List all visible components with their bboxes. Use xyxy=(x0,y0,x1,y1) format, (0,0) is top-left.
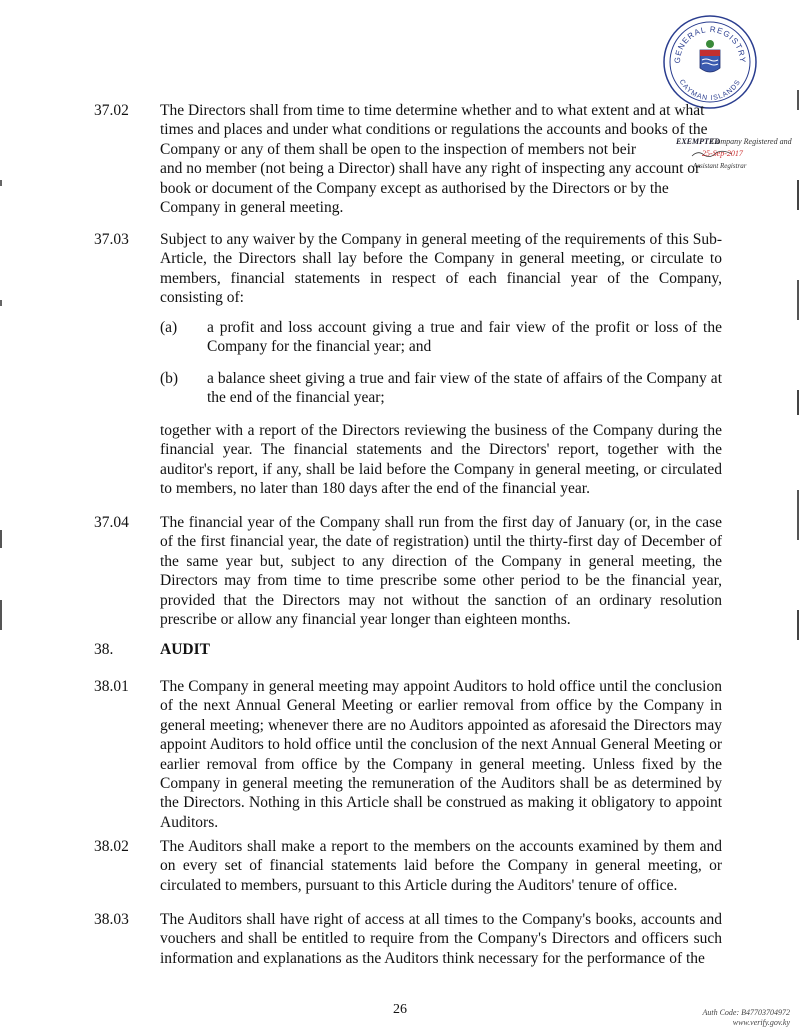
seal-top-text: GENERAL REGISTRY xyxy=(672,24,748,64)
section-37-02-text xyxy=(160,101,720,217)
section-37-03-closing-text: together with a report of the Directors reviewing the business of the Company during the financial year. The financial statements and the Directors' report, together with the auditor's report, if any, shall be laid before the Company in general meeting, or circulated to members, no later than 180 days after the end of the financial year. xyxy=(160,422,722,498)
section-37-04-text: The financial year of the Company shall run from the first day of January (or, in the case of the first financial year, the date of registration) until the thirty-first day of December of the same year but, subject to any direction of the Company in general meeting, the Directors may from time to time prescribe some other period to be the financial year, provided that the Directors may not without the sanction of an ordinary resolution prescribe or allow any financial year longer than eighteen months. xyxy=(160,514,722,629)
section-38-01-text: The Company in general meeting may appoint Auditors to hold office until the conclusion of the next Annual General Meeting or earlier removal from office by the Company in general meeting; whenever there are no Auditors appointed as aforesaid the Directors may appoint Auditors to hold office until the conclusion of the next Annual General Meeting or earlier removal from office by the Company in general meeting. Unless fixed by the Company in general meeting the remuneration of the Auditors shall be as determined by the Directors. Nothing in this Article shall be construed as making it obligatory to appoint Auditors. xyxy=(160,678,722,831)
auth-footer xyxy=(702,1008,790,1028)
general-registry-seal xyxy=(662,14,758,110)
page-number: 26 xyxy=(393,1002,407,1017)
section-number-38-02: 38.02 xyxy=(94,838,129,855)
section-38-03-text: The Auditors shall have right of access at all times to the Company's books, accounts and vouchers and shall be entitled to require from the Company's Directors and officers such information and explanations as the Auditors think necessary for the performance of the xyxy=(160,911,722,967)
item-b-label: (b) xyxy=(160,370,179,387)
item-a-label: (a) xyxy=(160,319,178,336)
scan-edge-marks-right xyxy=(794,90,800,700)
auth-code: Auth Code: B47703704972 xyxy=(702,1008,790,1017)
section-37-02-line: times and places and under what conditions or regulations the accounts and books of the xyxy=(160,121,708,139)
section-37-02-line: The Directors shall from time to time determine whether and to what extent and at what xyxy=(160,102,705,119)
svg-text:CAYMAN ISLANDS xyxy=(678,79,743,102)
stamp-registrar-label: Assistant Registrar xyxy=(693,162,747,170)
section-number-37-03: 37.03 xyxy=(94,231,129,248)
seal-bottom-text: CAYMAN ISLANDS xyxy=(677,78,743,103)
item-b-text: a balance sheet giving a true and fair view of the state of affairs of the Company at the end of the financial year; xyxy=(207,370,722,407)
section-37-02-line: Company in general meeting. xyxy=(160,199,344,217)
section-number-38-01: 38.01 xyxy=(94,678,129,695)
section-number-38-03: 38.03 xyxy=(94,911,129,928)
section-38-02-text: The Auditors shall make a report to the members on the accounts examined by them and on every set of financial statements laid before the Company in general meeting, or circulated to members, pursuant to this Article during the Auditors' tenure of office. xyxy=(160,838,722,894)
section-37-02-line: Company or any of them shall be open to the inspection of members not beir xyxy=(160,140,637,158)
section-38-heading: AUDIT xyxy=(160,641,210,658)
section-37-02-line: and no member (not being a Director) shall have any right of inspecting any account or xyxy=(160,160,701,178)
verify-url: www.verify.gov.ky xyxy=(732,1018,790,1027)
item-a-text: a profit and loss account giving a true and fair view of the profit or loss of the Company for the financial year; and xyxy=(207,319,722,356)
section-number-37-02: 37.02 xyxy=(94,102,129,119)
section-number-38: 38. xyxy=(94,641,114,658)
stamp-registered-text: Company Registered and xyxy=(711,137,792,146)
section-37-02-line: book or document of the Company except as authorised by the Directors or by the xyxy=(160,179,669,197)
scan-edge-marks-left xyxy=(0,180,4,680)
stamp-date: 25-Sep-2017 xyxy=(702,149,743,158)
section-number-37-04: 37.04 xyxy=(94,514,129,531)
stamp-exempted-label: EXEMPTED xyxy=(676,137,721,146)
section-37-03-text: Subject to any waiver by the Company in general meeting of the requirements of this Sub-Article, the Directors shall lay before the Company in general meeting, or circulate to members, financial statements in respect of each financial year of the Company, consisting of: xyxy=(160,231,722,307)
